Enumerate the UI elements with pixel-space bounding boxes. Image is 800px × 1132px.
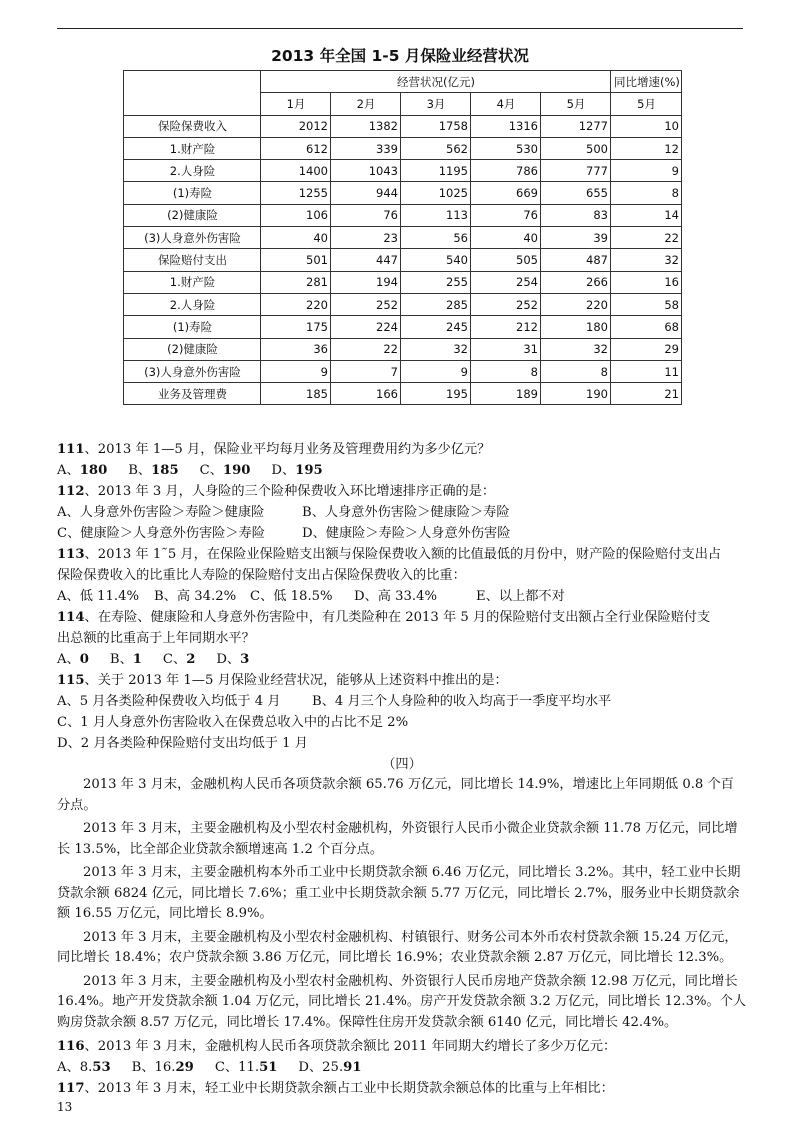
question-113-cont: 保险保费收入的比重比人寿险的保险赔付支出占保险保费收入的比重： (57, 568, 466, 583)
value-cell: 40 (471, 227, 541, 249)
yoy-cell: 8 (611, 182, 682, 204)
value-cell: 281 (261, 271, 331, 293)
question-115-options-ab: A、5 月各类险种保费收入均低于 4 月 B、4 月三个人身险种的收入均高于一季度平均水平 (57, 694, 612, 709)
value-cell: 447 (331, 249, 401, 271)
row-label: (3)人身意外伤害险 (124, 360, 261, 382)
value-cell: 500 (541, 137, 611, 159)
group-header: 经营状况(亿元) (261, 71, 611, 93)
value-cell: 32 (541, 338, 611, 360)
value-cell: 252 (471, 293, 541, 315)
table-row (124, 182, 682, 204)
month-header: 3月 (401, 93, 471, 115)
row-label: (1)寿险 (124, 182, 261, 204)
yoy-header: 同比增速(%) (611, 71, 682, 93)
value-cell: 220 (541, 293, 611, 315)
page-number: 13 (57, 1100, 73, 1114)
value-cell: 487 (541, 249, 611, 271)
value-cell: 212 (471, 316, 541, 338)
question-112-options-ab: A、人身意外伤害险＞寿险＞健康险 B、人身意外伤害险＞健康险＞寿险 (57, 505, 510, 520)
section-paragraph: 2013 年 3 月末，主要金融机构及小型农村金融机构、村镇银行、财务公司本外币农村贷款余额 15.24 万亿元，同比增长 18.4%；农户贷款余额 3.86 万亿元，同比增长 16.9%；农业贷款余额 2.87 万亿元，同比增长 12.3%。 (57, 929, 738, 965)
value-cell: 23 (331, 227, 401, 249)
value-cell: 7 (331, 360, 401, 382)
value-cell: 31 (471, 338, 541, 360)
value-cell: 76 (331, 204, 401, 226)
value-cell: 339 (331, 137, 401, 159)
value-cell: 1043 (331, 160, 401, 182)
yoy-cell: 9 (611, 160, 682, 182)
row-label: (2)健康险 (124, 204, 261, 226)
value-cell: 224 (331, 316, 401, 338)
value-cell: 83 (541, 204, 611, 226)
value-cell: 40 (261, 227, 331, 249)
value-cell: 655 (541, 182, 611, 204)
value-cell: 245 (401, 316, 471, 338)
row-label: 业务及管理费 (124, 383, 261, 405)
table-row (124, 115, 682, 137)
row-label: 1.财产险 (124, 271, 261, 293)
section-paragraph: 2013 年 3 月末，主要金融机构及小型农村金融机构、外资银行人民币房地产贷款余额 12.98 万亿元，同比增长 16.4%。地产开发贷款余额 1.04 万亿元，同比增长 21.4%。房产开发贷款余额 3.2 万亿元，同比增长 12.3%。个人购房贷款余额 8.57 万亿元，同比增长 17.4%。保障性住房开发贷款余额 6140 亿元，同比增长 42.4%。 (57, 973, 747, 1030)
value-cell: 8 (541, 360, 611, 382)
table-row (124, 383, 682, 405)
question-111-options: A、180 B、185 C、190 D、195 (57, 463, 323, 478)
section-paragraph: 2013 年 3 月末，金融机构人民币各项贷款余额 65.76 万亿元，同比增长 14.9%，增速比上年同期低 0.8 个百分点。 (57, 777, 734, 813)
yoy-cell: 32 (611, 249, 682, 271)
row-label: (1)寿险 (124, 316, 261, 338)
value-cell: 9 (261, 360, 331, 382)
yoy-cell: 14 (611, 204, 682, 226)
question-116: 116、2013 年 3 月末，金融机构人民币各项贷款余额比 2011 年同期大约增长了多少万亿元： (57, 1039, 617, 1054)
yoy-cell: 58 (611, 293, 682, 315)
row-label: 2.人身险 (124, 293, 261, 315)
question-114-cont: 出总额的比重高于上年同期水平？ (57, 631, 255, 646)
value-cell: 1316 (471, 115, 541, 137)
question-115: 115、关于 2013 年 1—5 月保险业经营状况，能够从上述资料中推出的是： (57, 673, 508, 688)
value-cell: 106 (261, 204, 331, 226)
row-label: 保险赔付支出 (124, 249, 261, 271)
value-cell: 1758 (401, 115, 471, 137)
question-114-options: A、0 B、1 C、2 D、3 (57, 652, 250, 667)
value-cell: 190 (541, 383, 611, 405)
table-row (124, 360, 682, 382)
table-row (124, 293, 682, 315)
value-cell: 185 (261, 383, 331, 405)
value-cell: 220 (261, 293, 331, 315)
table-title: 2013 年全国 1-5 月保险业经营状况 (271, 47, 529, 65)
section-heading: （四） (382, 757, 422, 772)
value-cell: 1382 (331, 115, 401, 137)
table-row (124, 204, 682, 226)
table-row (124, 338, 682, 360)
value-cell: 113 (401, 204, 471, 226)
value-cell: 786 (471, 160, 541, 182)
value-cell: 562 (401, 137, 471, 159)
yoy-cell: 21 (611, 383, 682, 405)
value-cell: 944 (331, 182, 401, 204)
section-paragraph: 2013 年 3 月末，主要金融机构及小型农村金融机构，外资银行人民币小微企业贷款余额 11.78 万亿元，同比增长 13.5%，比全部企业贷款余额增速高 1.2 个百分点。 (57, 821, 738, 857)
value-cell: 180 (541, 316, 611, 338)
value-cell: 76 (471, 204, 541, 226)
table-row (124, 160, 682, 182)
yoy-cell: 10 (611, 115, 682, 137)
value-cell: 669 (471, 182, 541, 204)
question-117: 117、2013 年 3 月末，轻工业中长期贷款余额占工业中长期贷款余额总体的比重与上年相比： (57, 1081, 614, 1096)
corner-cell (124, 71, 261, 116)
value-cell: 2012 (261, 115, 331, 137)
top-rule (57, 28, 743, 29)
question-116-options: A、8.53 B、16.29 C、11.51 D、25.91 (57, 1060, 362, 1075)
question-112: 112、2013 年 3 月，人身险的三个险种保费收入环比增速排序正确的是： (57, 484, 496, 499)
value-cell: 194 (331, 271, 401, 293)
value-cell: 777 (541, 160, 611, 182)
yoy-month-header: 5月 (611, 93, 682, 115)
question-113-options: A、低 11.4% B、高 34.2% C、低 18.5% D、高 33.4% E、以上都不对 (57, 589, 565, 604)
value-cell: 195 (401, 383, 471, 405)
value-cell: 1400 (261, 160, 331, 182)
table-row (124, 271, 682, 293)
insurance-table (123, 70, 682, 405)
value-cell: 8 (471, 360, 541, 382)
value-cell: 22 (331, 338, 401, 360)
table-row (124, 316, 682, 338)
value-cell: 505 (471, 249, 541, 271)
value-cell: 32 (401, 338, 471, 360)
month-header: 2月 (331, 93, 401, 115)
value-cell: 1255 (261, 182, 331, 204)
row-label: (2)健康险 (124, 338, 261, 360)
value-cell: 285 (401, 293, 471, 315)
value-cell: 166 (331, 383, 401, 405)
question-115-option-c: C、1 月人身意外伤害险收入在保费总收入中的占比不足 2% (57, 715, 409, 730)
value-cell: 540 (401, 249, 471, 271)
yoy-cell: 11 (611, 360, 682, 382)
value-cell: 189 (471, 383, 541, 405)
yoy-cell: 68 (611, 316, 682, 338)
question-115-option-d: D、2 月各类险种保险赔付支出均低于 1 月 (57, 736, 308, 751)
yoy-cell: 12 (611, 137, 682, 159)
value-cell: 501 (261, 249, 331, 271)
question-113: 113、2013 年 1˜5 月，在保险业保险赔支出额与保险保费收入额的比值最低的月份中，财产险的保险赔付支出占 (57, 547, 722, 562)
value-cell: 255 (401, 271, 471, 293)
yoy-cell: 29 (611, 338, 682, 360)
row-label: 保险保费收入 (124, 115, 261, 137)
question-112-options-cd: C、健康险＞人身意外伤害险＞寿险 D、健康险＞寿险＞人身意外伤害险 (57, 526, 511, 541)
month-header: 1月 (261, 93, 331, 115)
value-cell: 254 (471, 271, 541, 293)
question-114: 114、在寿险、健康险和人身意外伤害险中，有几类险种在 2013 年 5 月的保险赔付支出额占全行业保险赔付支 (57, 610, 711, 625)
section-paragraph: 2013 年 3 月末，主要金融机构本外币工业中长期贷款余额 6.46 万亿元，同比增长 3.2%。其中，轻工业中长期贷款余额 6824 亿元，同比增长 7.6%；重工业中长期贷款余额 5.77 万亿元，同比增长 2.7%，服务业中长期贷款余额 16.55 万亿元，同比增长 8.9%。 (57, 865, 741, 921)
row-label: 2.人身险 (124, 160, 261, 182)
document-body (57, 439, 747, 1099)
month-header: 4月 (471, 93, 541, 115)
value-cell: 175 (261, 316, 331, 338)
row-label: (3)人身意外伤害险 (124, 227, 261, 249)
yoy-cell: 22 (611, 227, 682, 249)
value-cell: 39 (541, 227, 611, 249)
value-cell: 1277 (541, 115, 611, 137)
value-cell: 56 (401, 227, 471, 249)
row-label: 1.财产险 (124, 137, 261, 159)
value-cell: 9 (401, 360, 471, 382)
yoy-cell: 16 (611, 271, 682, 293)
value-cell: 36 (261, 338, 331, 360)
value-cell: 1025 (401, 182, 471, 204)
month-header: 5月 (541, 93, 611, 115)
table-row (124, 249, 682, 271)
value-cell: 1195 (401, 160, 471, 182)
value-cell: 252 (331, 293, 401, 315)
table-row (124, 137, 682, 159)
value-cell: 266 (541, 271, 611, 293)
value-cell: 612 (261, 137, 331, 159)
table-row (124, 227, 682, 249)
value-cell: 530 (471, 137, 541, 159)
question-111: 111、2013 年 1—5 月，保险业平均每月业务及管理费用约为多少亿元？ (57, 442, 491, 457)
table-header-row (124, 71, 682, 93)
